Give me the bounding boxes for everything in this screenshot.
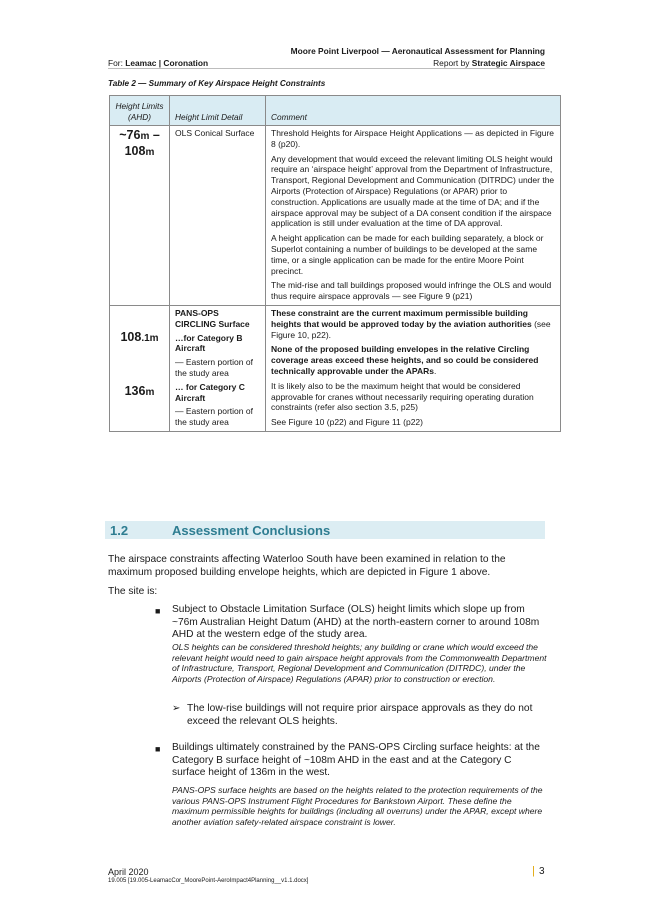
- table-row: [110, 126, 561, 306]
- row1-height-limit: [110, 126, 170, 306]
- row2-comment-2-bold: None of the proposed building envelopes in the relative Circling coverage areas exceed these heights, and so could be considered technically approvable under the APARs: [271, 344, 539, 376]
- table-caption: Table 2 — Summary of Key Airspace Height Constraints: [108, 79, 326, 88]
- intro-paragraph: The airspace constraints affecting Waterloo South have been examined in relation to the maximum proposed building envelope heights, which are depicted in Figure 1 above.: [108, 554, 506, 578]
- row1-comment-2: Any development that would exceed the relevant limiting OLS height would require an ‘airspace height’ approval from the Department of Infrastructure, Transport, Regional Development and Communication (DITRDC) under the Airports (Protection of Airspace) Regulations (or APAR) prior to construction. Applications are usually made at the time of DA; and if the airspace approval may be subject of a DA consent condition if the airspace application is still under evaluation at the time of DA approval.: [271, 153, 555, 229]
- site-is-paragraph: The site is:: [108, 586, 158, 597]
- author-prefix: Report by: [433, 58, 472, 68]
- row2-detail-title: PANS-OPS CIRCLING Surface: [175, 307, 250, 329]
- client-line: [108, 58, 208, 68]
- sub-bullet-low-rise: The low-rise buildings will not require prior airspace approvals as they do not exceed the relevant OLS heights.: [187, 703, 533, 727]
- row2-limit-bottom: [115, 384, 164, 400]
- row2-comment-2-rest: .: [433, 365, 437, 376]
- row2-comment-4: See Figure 10 (p22) and Figure 11 (p22): [271, 417, 423, 428]
- row2-limit-top-unit: .1m: [141, 332, 159, 344]
- row1-comment-1: Threshold Heights for Airspace Height Applications — as depicted in Figure 8 (p20).: [271, 128, 555, 149]
- row2-detail-cat-c: … for Category C Aircraft: [175, 381, 245, 403]
- row2-detail: [170, 305, 266, 431]
- row2-comment-1-bold: These constraint are the current maximum permissible building heights that would be approved today by the aviation authorities: [271, 307, 532, 329]
- row1-limit-high-unit: m: [145, 147, 155, 158]
- footer-separator: |: [532, 865, 535, 877]
- bullet-ols: Subject to Obstacle Limitation Surface (OLS) height limits which slope up from ~76m Australian Height Datum (AHD) at the north-eastern corner to around 108m AHD at the western edge of the study area.: [172, 604, 540, 641]
- row2-limit-bottom-unit: m: [145, 386, 155, 398]
- row1-detail: OLS Conical Surface: [170, 126, 266, 306]
- author-name: Strategic Airspace: [471, 58, 545, 68]
- footer-file-reference: 19.005 [19.005-LeamacCor_MoorePoint-AeroImpact4Planning__v1.1.docx]: [108, 878, 309, 884]
- client-prefix: For:: [108, 58, 126, 68]
- header-comment: Comment: [266, 96, 561, 126]
- report-title: Moore Point Liverpool — Aeronautical Assessment for Planning: [290, 46, 545, 56]
- row2-comment-1: [271, 308, 555, 340]
- row1-comment: [266, 126, 561, 306]
- row2-limit-top-value: 108: [120, 329, 142, 344]
- row2-comment: [266, 305, 561, 431]
- table-row: [110, 305, 561, 431]
- arrow-bullet-icon: ➢: [172, 703, 181, 714]
- section-title: Assessment Conclusions: [172, 523, 331, 538]
- row1-comment-3: A height application can be made for each building separately, a block or Superlot containing a number of buildings to be developed at the same time, or a single application can be made for the entire Moore Point precinct.: [271, 233, 544, 276]
- bullet-pans-ops: Buildings ultimately constrained by the PANS-OPS Circling surface heights: at the Category B surface height of ~108m AHD in the east and at the Category C surface height of 136m in the west.: [172, 742, 540, 779]
- row2-height-limit: [110, 305, 170, 431]
- page-number: 3: [539, 866, 545, 877]
- row2-comment-3: It is likely also to be the maximum height that would be considered approvable for cranes without necessarily requiring operating duration constraints (refer also section 3.5, p25): [271, 380, 534, 413]
- row2-comment-1-rest: (see Figure 10, p22).: [271, 318, 551, 340]
- header-limit-detail: Height Limit Detail: [170, 96, 266, 126]
- square-bullet-icon: ■: [155, 744, 161, 754]
- section-number: 1.2: [110, 523, 129, 538]
- row1-limit-low-unit: m: [140, 131, 150, 142]
- row2-comment-2: [271, 344, 555, 376]
- header-rule: [108, 68, 545, 69]
- row1-comment-4: The mid-rise and tall buildings proposed would infringe the OLS and would thus require airspace approvals — see Figure 9 (p21): [271, 280, 552, 302]
- row2-detail-cat-b-note: — Eastern portion of the study area: [175, 357, 253, 378]
- row2-limit-top: [115, 330, 164, 346]
- row2-detail-cat-b: …for Category B Aircraft: [175, 332, 243, 354]
- bullet-pans-ops-note: PANS-OPS surface heights are based on the heights related to the protection requirements of the various PANS-OPS Instrument Flight Procedures for Bankstown Airport. These define the maximum permissible heights for buildings (including all overruns) under the APAR, except where another aviation safety-related airspace constraint is lower.: [172, 785, 543, 827]
- footer-date: April 2020: [108, 867, 149, 877]
- row2-limit-bottom-value: 136: [124, 383, 146, 398]
- row1-limit-low: ~76: [119, 128, 141, 142]
- row2-detail-cat-c-note: — Eastern portion of the study area: [175, 406, 253, 428]
- bullet-ols-note: OLS heights can be considered threshold heights; any building or crane which would exceed the relevant height would need to gain airspace height approvals from the Commonwealth Department of Infrastructure, Transport, Regional Development and Communication (DITRDC), under the Airports (Protection of Airspace) Regulations (APAR) prior to construction or erection.: [172, 642, 547, 684]
- table-header-row: [110, 96, 561, 126]
- client-name: Leamac | Coronation: [125, 58, 209, 68]
- square-bullet-icon: ■: [155, 606, 161, 616]
- header-height-limits: Height Limits (AHD): [110, 96, 170, 126]
- author-line: [433, 58, 545, 68]
- row1-limit-high: – 108: [124, 128, 160, 158]
- height-constraints-table: [109, 95, 561, 432]
